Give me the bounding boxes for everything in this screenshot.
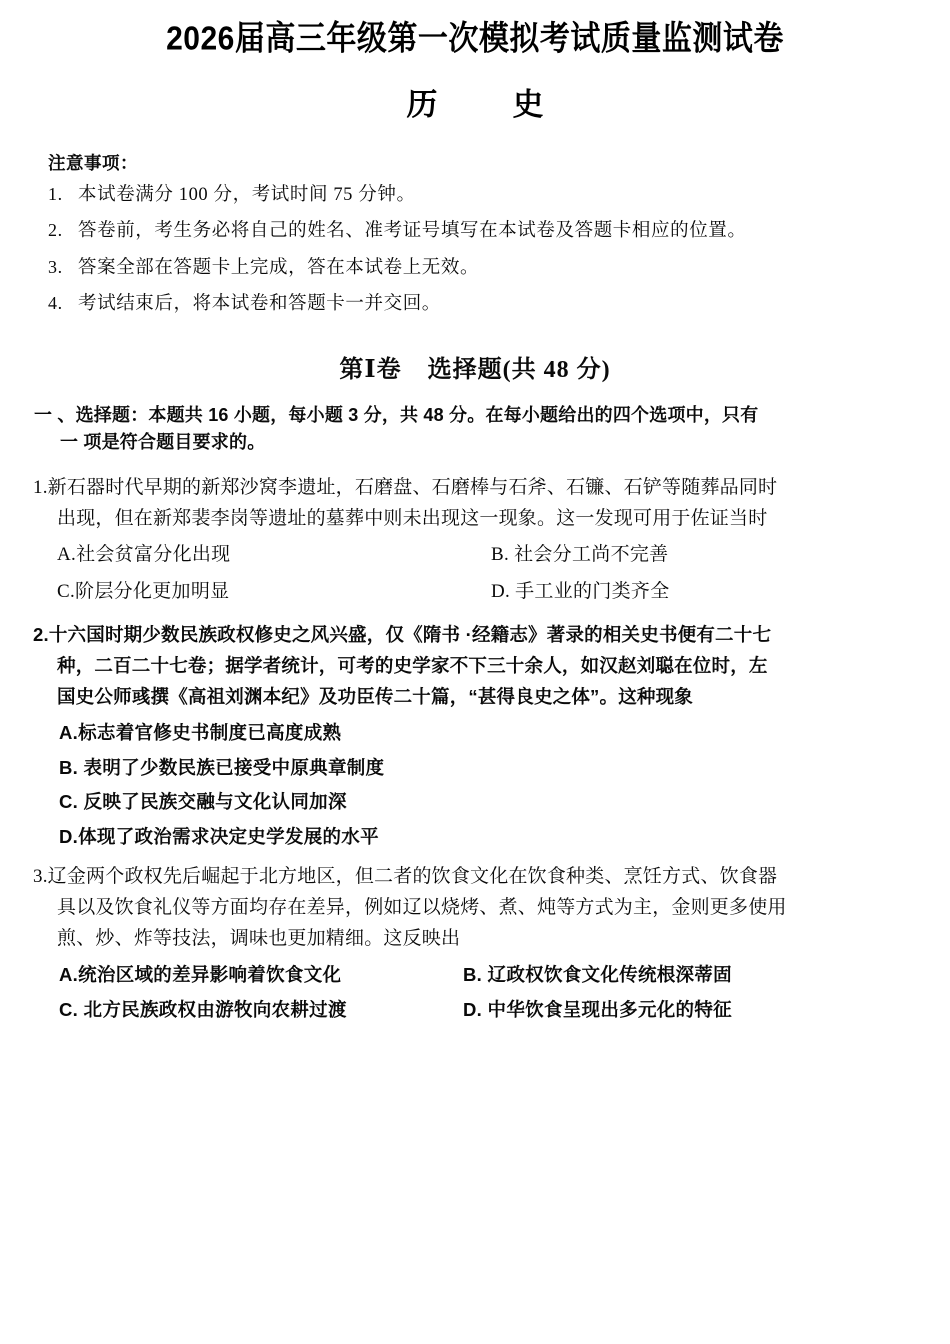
notice-item xyxy=(48,258,912,278)
notice-item-number: 4. xyxy=(48,293,63,313)
subject-title: 历 史 xyxy=(406,86,566,122)
option-a[interactable]: A.社会贫富分化出现 xyxy=(57,543,231,565)
option-row xyxy=(57,545,920,564)
notice-item-text: 答卷前，考生务必将自己的姓名、准考证号填写在本试卷及答题卡相应的位置。 xyxy=(78,221,747,241)
option-group xyxy=(33,724,920,846)
option-d[interactable]: D. 手工业的门类齐全 xyxy=(491,580,670,602)
option-b[interactable]: B. 社会分工尚不完善 xyxy=(491,543,669,565)
option-b[interactable]: B. 表明了少数民族已接受中原典章制度 xyxy=(59,756,385,778)
option-d[interactable]: D.体现了政治需求决定史学发展的水平 xyxy=(59,825,379,847)
question-stem-line: 种，二百二十七卷；据学者统计，可考的史学家不下三十余人，如汉赵刘聪在位时，左 xyxy=(57,654,768,676)
notice-item xyxy=(48,294,912,314)
question-stem xyxy=(33,862,920,954)
notice-item-text: 答案全部在答题卡上完成，答在本试卷上无效。 xyxy=(78,257,480,278)
notice-item-number: 2. xyxy=(48,220,63,240)
option-c[interactable]: C. 反映了民族交融与文化认同加深 xyxy=(59,791,347,813)
question-stem-line: 具以及饮食礼仪等方面均存在差异，例如辽以烧烤、煮、炖等方式为主，金则更多使用 xyxy=(57,896,787,918)
question-stem-line: 出现，但在新郑裴李岗等遗址的墓葬中则未出现这一现象。这一发现可用于佐证当时 xyxy=(57,508,768,530)
notice-item xyxy=(48,221,912,241)
question-number: 1. xyxy=(33,477,48,499)
notice-list xyxy=(48,185,912,314)
part-instruction-line-1: 一 、选择题：本题共 16 小题，每小题 3 分，共 48 分。在每小题给出的四个选项中，只有 xyxy=(34,404,759,425)
part-instruction-line-2: 一 项是符合题目要求的。 xyxy=(60,432,266,453)
question-number: 2. xyxy=(33,623,49,645)
question-stem xyxy=(33,619,920,712)
question-item xyxy=(33,619,920,846)
question-item xyxy=(33,473,920,601)
notice-item-number: 3. xyxy=(48,256,63,277)
question-stem-text: 新石器时代早期的新郑沙窝李遗址，石磨盘、石磨棒与石斧、石镰、石铲等随葬品同时 xyxy=(47,477,778,499)
question-item xyxy=(33,862,920,1019)
question-stem-line xyxy=(33,862,920,893)
question-stem-line: 国史公师彧撰《高祖刘渊本纪》及功臣传二十篇，“甚得良史之体”。这种现象 xyxy=(57,685,694,707)
volume-label: 第Ⅰ卷 xyxy=(339,356,402,383)
notice-section xyxy=(0,150,950,314)
option-a[interactable]: A.统治区域的差异影响着饮食文化 xyxy=(59,964,342,986)
option-row xyxy=(57,582,920,601)
option-group xyxy=(33,545,920,601)
question-stem xyxy=(33,473,920,535)
option-row xyxy=(59,756,920,778)
question-stem-line xyxy=(33,473,920,504)
option-row xyxy=(59,793,920,812)
notice-item-text: 本试卷满分 100 分，考试时间 75 分钟。 xyxy=(78,184,416,205)
notice-item-text: 考试结束后，将本试卷和答题卡一并交回。 xyxy=(78,294,441,314)
notice-item xyxy=(48,185,912,205)
volume-heading xyxy=(0,331,950,388)
option-row xyxy=(59,724,920,743)
option-d[interactable]: D. 中华饮食呈现出多元化的特征 xyxy=(463,998,732,1020)
question-stem-text: 十六国时期少数民族政权修史之风兴盛，仅《隋书 ·经籍志》著录的相关史书便有二十七 xyxy=(48,623,772,645)
option-a[interactable]: A.标志着官修史书制度已高度成熟 xyxy=(59,722,342,744)
notice-heading: 注意事项： xyxy=(48,152,138,173)
option-row xyxy=(59,966,920,985)
part-instruction xyxy=(0,402,950,458)
option-c[interactable]: C. 北方民族政权由游牧向农耕过渡 xyxy=(59,998,347,1020)
question-stem-line: 煎、炒、炸等技法，调味也更加精细。这反映出 xyxy=(57,927,461,949)
option-group xyxy=(33,966,920,1019)
question-stem-text: 辽金两个政权先后崛起于北方地区，但二者的饮食文化在饮食种类、烹饪方式、饮食器 xyxy=(47,866,778,888)
option-row xyxy=(59,998,920,1020)
question-list xyxy=(0,473,950,1019)
notice-item-number: 1. xyxy=(48,183,63,204)
page-title: 2026届高三年级第一次模拟考试质量监测试卷 xyxy=(166,20,784,58)
question-stem-line xyxy=(33,619,920,650)
option-row xyxy=(59,825,920,847)
question-number: 3. xyxy=(33,866,48,888)
volume-title: 选择题(共 48 分) xyxy=(427,356,611,383)
option-c[interactable]: C.阶层分化更加明显 xyxy=(57,580,230,602)
option-b[interactable]: B. 辽政权饮食文化传统根深蒂固 xyxy=(463,964,732,986)
